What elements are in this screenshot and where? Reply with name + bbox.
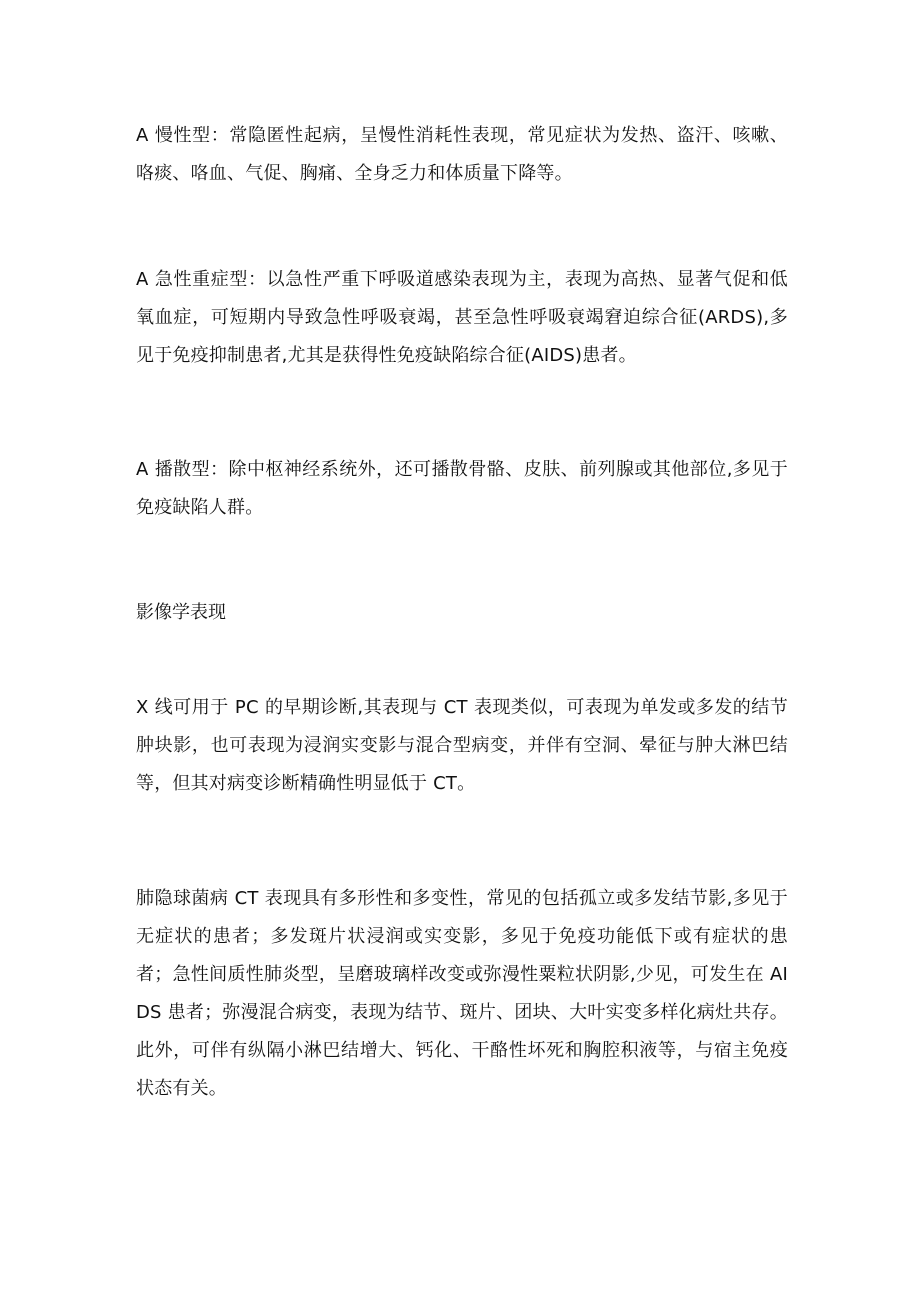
paragraph-xray-findings: X 线可用于 PC 的早期诊断,其表现与 CT 表现类似，可表现为单发或多发的结节肿块影，也可表现为浸润实变影与混合型病变，并伴有空洞、晕征与肿大淋巴结等，但其对病变诊断精确性明显低于 CT。	[136, 697, 788, 794]
section-heading-imaging: 影像学表现	[136, 602, 226, 623]
paragraph-disseminated-type: A 播散型：除中枢神经系统外，还可播散骨骼、皮肤、前列腺或其他部位,多见于免疫缺陷人群。	[136, 459, 788, 518]
paragraph-acute-severe-type: A 急性重症型：以急性严重下呼吸道感染表现为主，表现为高热、显著气促和低氧血症，可短期内导致急性呼吸衰竭，甚至急性呼吸衰竭窘迫综合征(ARDS),多见于免疫抑制患者,尤其是获得性免疫缺陷综合征(AIDS)患者。	[136, 269, 788, 366]
paragraph-chronic-type: A 慢性型：常隐匿性起病，呈慢性消耗性表现，常见症状为发热、盗汗、咳嗽、咯痰、咯血、气促、胸痛、全身乏力和体质量下降等。	[136, 125, 788, 184]
paragraph-ct-findings: 肺隐球菌病 CT 表现具有多形性和多变性，常见的包括孤立或多发结节影,多见于无症状的患者；多发斑片状浸润或实变影，多见于免疫功能低下或有症状的患者；急性间质性肺炎型，呈磨玻璃样改变或弥漫性粟粒状阴影,少见，可发生在 AIDS 患者；弥漫混合病变，表现为结节、斑片、团块、大叶实变多样化病灶共存。此外，可伴有纵隔小淋巴结增大、钙化、干酪性坏死和胸腔积液等，与宿主免疫状态有关。	[136, 888, 788, 1099]
